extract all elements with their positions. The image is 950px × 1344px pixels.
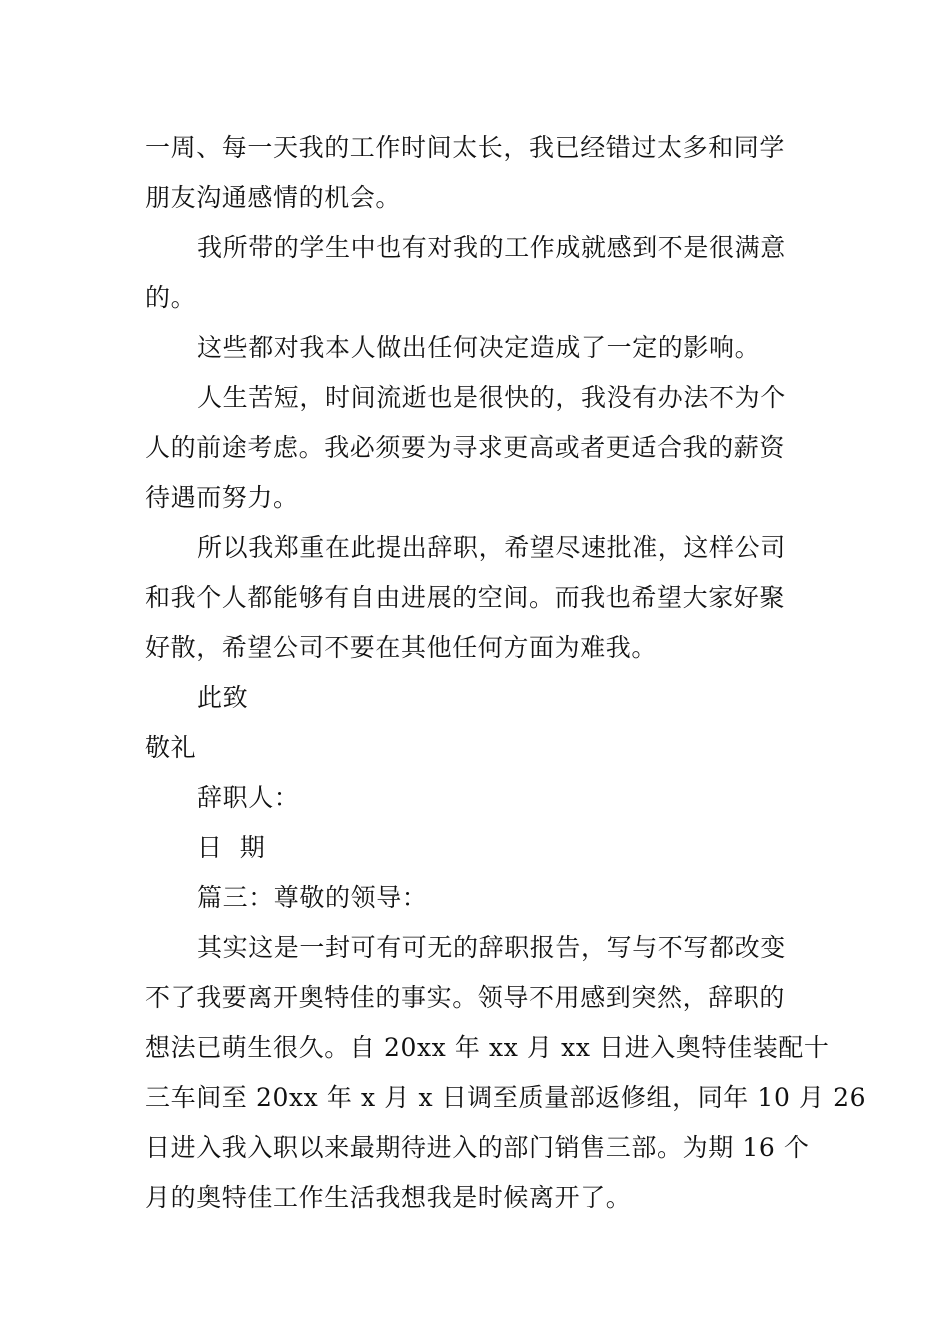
section-heading: 篇三：尊敬的领导： [197, 883, 428, 912]
signature-label: 辞职人： [197, 783, 300, 812]
text-line: 日进入我入职以来最期待进入的部门销售三部。为期 16 个 [145, 1133, 810, 1162]
text-line: 的。 [145, 283, 197, 312]
text-line: 一周、每一天我的工作时间太长，我已经错过太多和同学 [145, 133, 786, 162]
text-line: 人的前途考虑。我必须要为寻求更高或者更适合我的薪资 [145, 433, 786, 462]
text-line: 待遇而努力。 [145, 483, 299, 512]
text-line: 想法已萌生很久。自 20xx 年 xx 月 xx 日进入奥特佳装配十 [145, 1033, 830, 1062]
closing-regards: 敬礼 [145, 733, 197, 762]
text-line: 人生苦短，时间流逝也是很快的，我没有办法不为个 [197, 383, 786, 412]
text-line: 所以我郑重在此提出辞职，希望尽速批准，这样公司 [197, 533, 786, 562]
text-line: 月的奥特佳工作生活我想我是时候离开了。 [145, 1183, 632, 1212]
text-line: 朋友沟通感情的机会。 [145, 183, 402, 212]
closing-salutation: 此致 [197, 683, 249, 712]
text-line: 其实这是一封可有可无的辞职报告，写与不写都改变 [197, 933, 786, 962]
text-line: 三车间至 20xx 年 x 月 x 日调至质量部返修组，同年 10 月 26 [145, 1083, 867, 1112]
date-label: 日 期 [197, 833, 266, 862]
text-line: 不了我要离开奥特佳的事实。领导不用感到突然，辞职的 [145, 983, 786, 1012]
text-line: 和我个人都能够有自由进展的空间。而我也希望大家好聚 [145, 583, 786, 612]
text-line: 这些都对我本人做出任何决定造成了一定的影响。 [197, 333, 761, 362]
text-line: 我所带的学生中也有对我的工作成就感到不是很满意 [197, 233, 786, 262]
text-line: 好散，希望公司不要在其他任何方面为难我。 [145, 633, 658, 662]
